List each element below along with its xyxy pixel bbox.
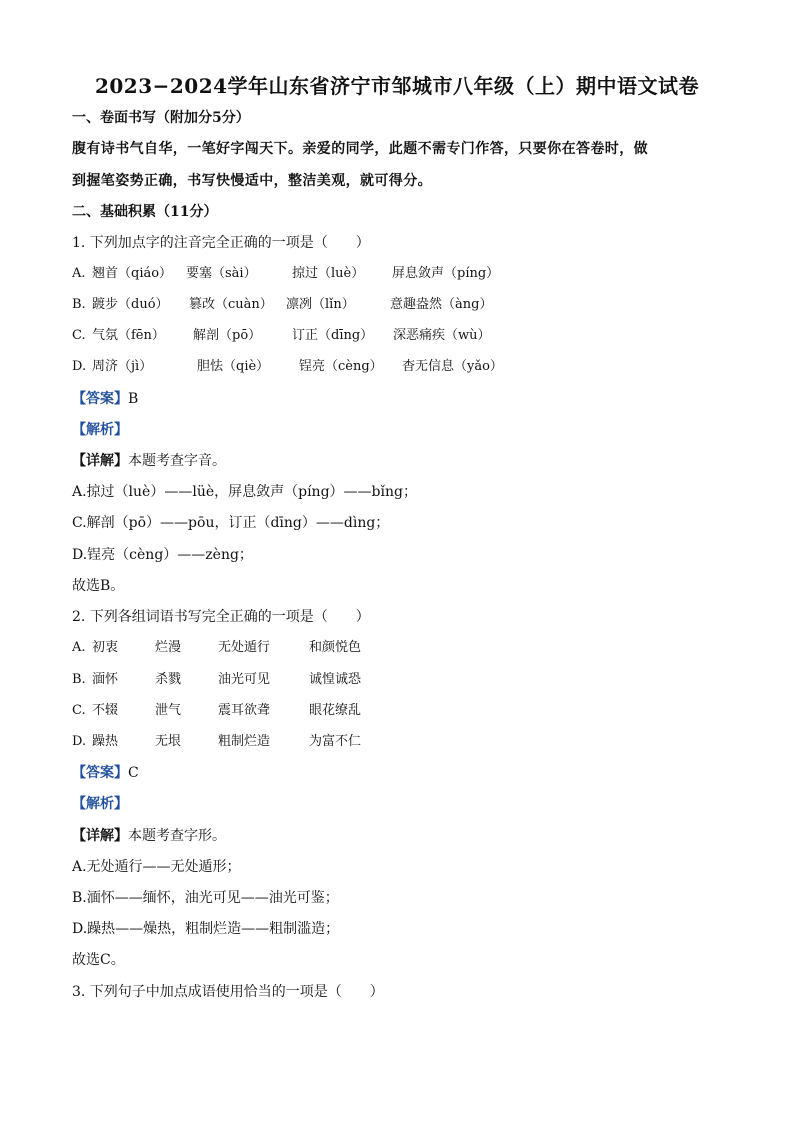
option-item: 为富不仁: [309, 734, 362, 749]
option-item: 震耳欲聋: [218, 703, 271, 718]
q2-analysis: [72, 794, 128, 814]
q1-detail-line: D.锃亮（cèng）——zèng；: [72, 547, 253, 563]
q2-answer: [72, 763, 139, 783]
answer-tag: 【答案】: [72, 391, 128, 407]
option-item: 湎怀: [92, 672, 119, 687]
option-item: 周济（jì）: [92, 359, 153, 374]
answer-value: C: [128, 765, 139, 781]
q1-detail-line: A.掠过（luè）——lüè，屏息敛声（píng）——bǐng；: [72, 484, 417, 500]
question-3-stem: 3. 下列句子中加点成语使用恰当的一项是（ ）: [72, 984, 384, 1000]
option-letter: A.: [72, 640, 86, 655]
option-item: 凛冽（lǐn）: [286, 297, 355, 312]
option-item: 烂漫: [155, 640, 182, 655]
detail-text: 本题考查字音。: [128, 453, 226, 469]
option-item: 和颜悦色: [309, 640, 362, 655]
option-item: 意趣盎然（àng）: [390, 297, 493, 312]
option-item: 订正（dīng）: [292, 328, 374, 343]
q1-analysis: [72, 420, 128, 440]
answer-value: B: [128, 391, 139, 407]
detail-text: 本题考查字形。: [128, 828, 226, 844]
option-item: 油光可见: [218, 672, 271, 687]
option-item: 篡改（cuàn）: [189, 297, 273, 312]
question-1-stem: 1. 下列加点字的注音完全正确的一项是（ ）: [72, 235, 370, 251]
option-item: 无处遁行: [218, 640, 271, 655]
option-item: 要塞（sài）: [186, 266, 257, 281]
option-letter: C.: [72, 328, 86, 343]
option-letter: B.: [72, 672, 86, 687]
question-2-stem: 2. 下列各组词语书写完全正确的一项是（ ）: [72, 609, 370, 625]
option-letter: D.: [72, 734, 87, 749]
analysis-tag: 【解析】: [72, 422, 128, 438]
option-item: 杀戮: [155, 672, 182, 687]
option-item: 锃亮（cèng）: [299, 359, 383, 374]
q2-conclusion: 故选C。: [72, 952, 125, 968]
option-item: 泄气: [155, 703, 182, 718]
page-title: 2023−2024学年山东省济宁市邹城市八年级（上）期中语文试卷: [94, 74, 700, 98]
q2-detail: [72, 826, 226, 846]
option-item: 不辍: [92, 703, 119, 718]
option-item: 踱步（duó）: [92, 297, 169, 312]
q2-detail-line: A.无处遁行——无处遁形；: [72, 859, 241, 875]
option-letter: A.: [72, 266, 86, 281]
detail-tag: 【详解】: [72, 453, 128, 469]
answer-tag: 【答案】: [72, 765, 128, 781]
option-item: 胆怯（qiè）: [197, 359, 270, 374]
option-item: 躁热: [92, 734, 119, 749]
option-letter: D.: [72, 359, 87, 374]
q1-detail-line: C.解剖（pō）——pōu，订正（dīng）——dìng；: [72, 515, 390, 531]
option-item: 深恶痛疾（wù）: [393, 328, 491, 343]
option-item: 眼花缭乱: [309, 703, 362, 718]
q2-detail-line: B.湎怀——缅怀，油光可见——油光可鉴；: [72, 890, 339, 906]
section1-text-line2: 到握笔姿势正确，书写快慢适中，整洁美观，就可得分。: [72, 173, 432, 189]
option-item: 掠过（luè）: [292, 266, 365, 281]
option-item: 粗制烂造: [218, 734, 271, 749]
option-item: 诚惶诚恐: [309, 672, 362, 687]
option-item: 初衷: [92, 640, 119, 655]
option-item: 无垠: [155, 734, 182, 749]
q1-answer: [72, 389, 138, 409]
option-item: 气氛（fēn）: [92, 328, 165, 343]
q1-detail: [72, 451, 226, 471]
q1-conclusion: 故选B。: [72, 578, 125, 594]
option-letter: B.: [72, 297, 86, 312]
section-heading-basics: 二、基础积累（11分）: [72, 204, 218, 220]
option-letter: C.: [72, 703, 86, 718]
section1-text-line1: 腹有诗书气自华，一笔好字闯天下。亲爱的同学，此题不需专门作答，只要你在答卷时，做: [72, 141, 648, 157]
option-item: 屏息敛声（píng）: [392, 266, 500, 281]
detail-tag: 【详解】: [72, 828, 128, 844]
option-item: 解剖（pō）: [193, 328, 262, 343]
option-item: 翘首（qiáo）: [92, 266, 173, 281]
section-heading-handwriting: 一、卷面书写（附加分5分）: [72, 110, 250, 126]
q2-detail-line: D.躁热——燥热，粗制烂造——粗制滥造；: [72, 921, 340, 937]
option-item: 杳无信息（yǎo）: [402, 359, 503, 374]
analysis-tag: 【解析】: [72, 796, 128, 812]
